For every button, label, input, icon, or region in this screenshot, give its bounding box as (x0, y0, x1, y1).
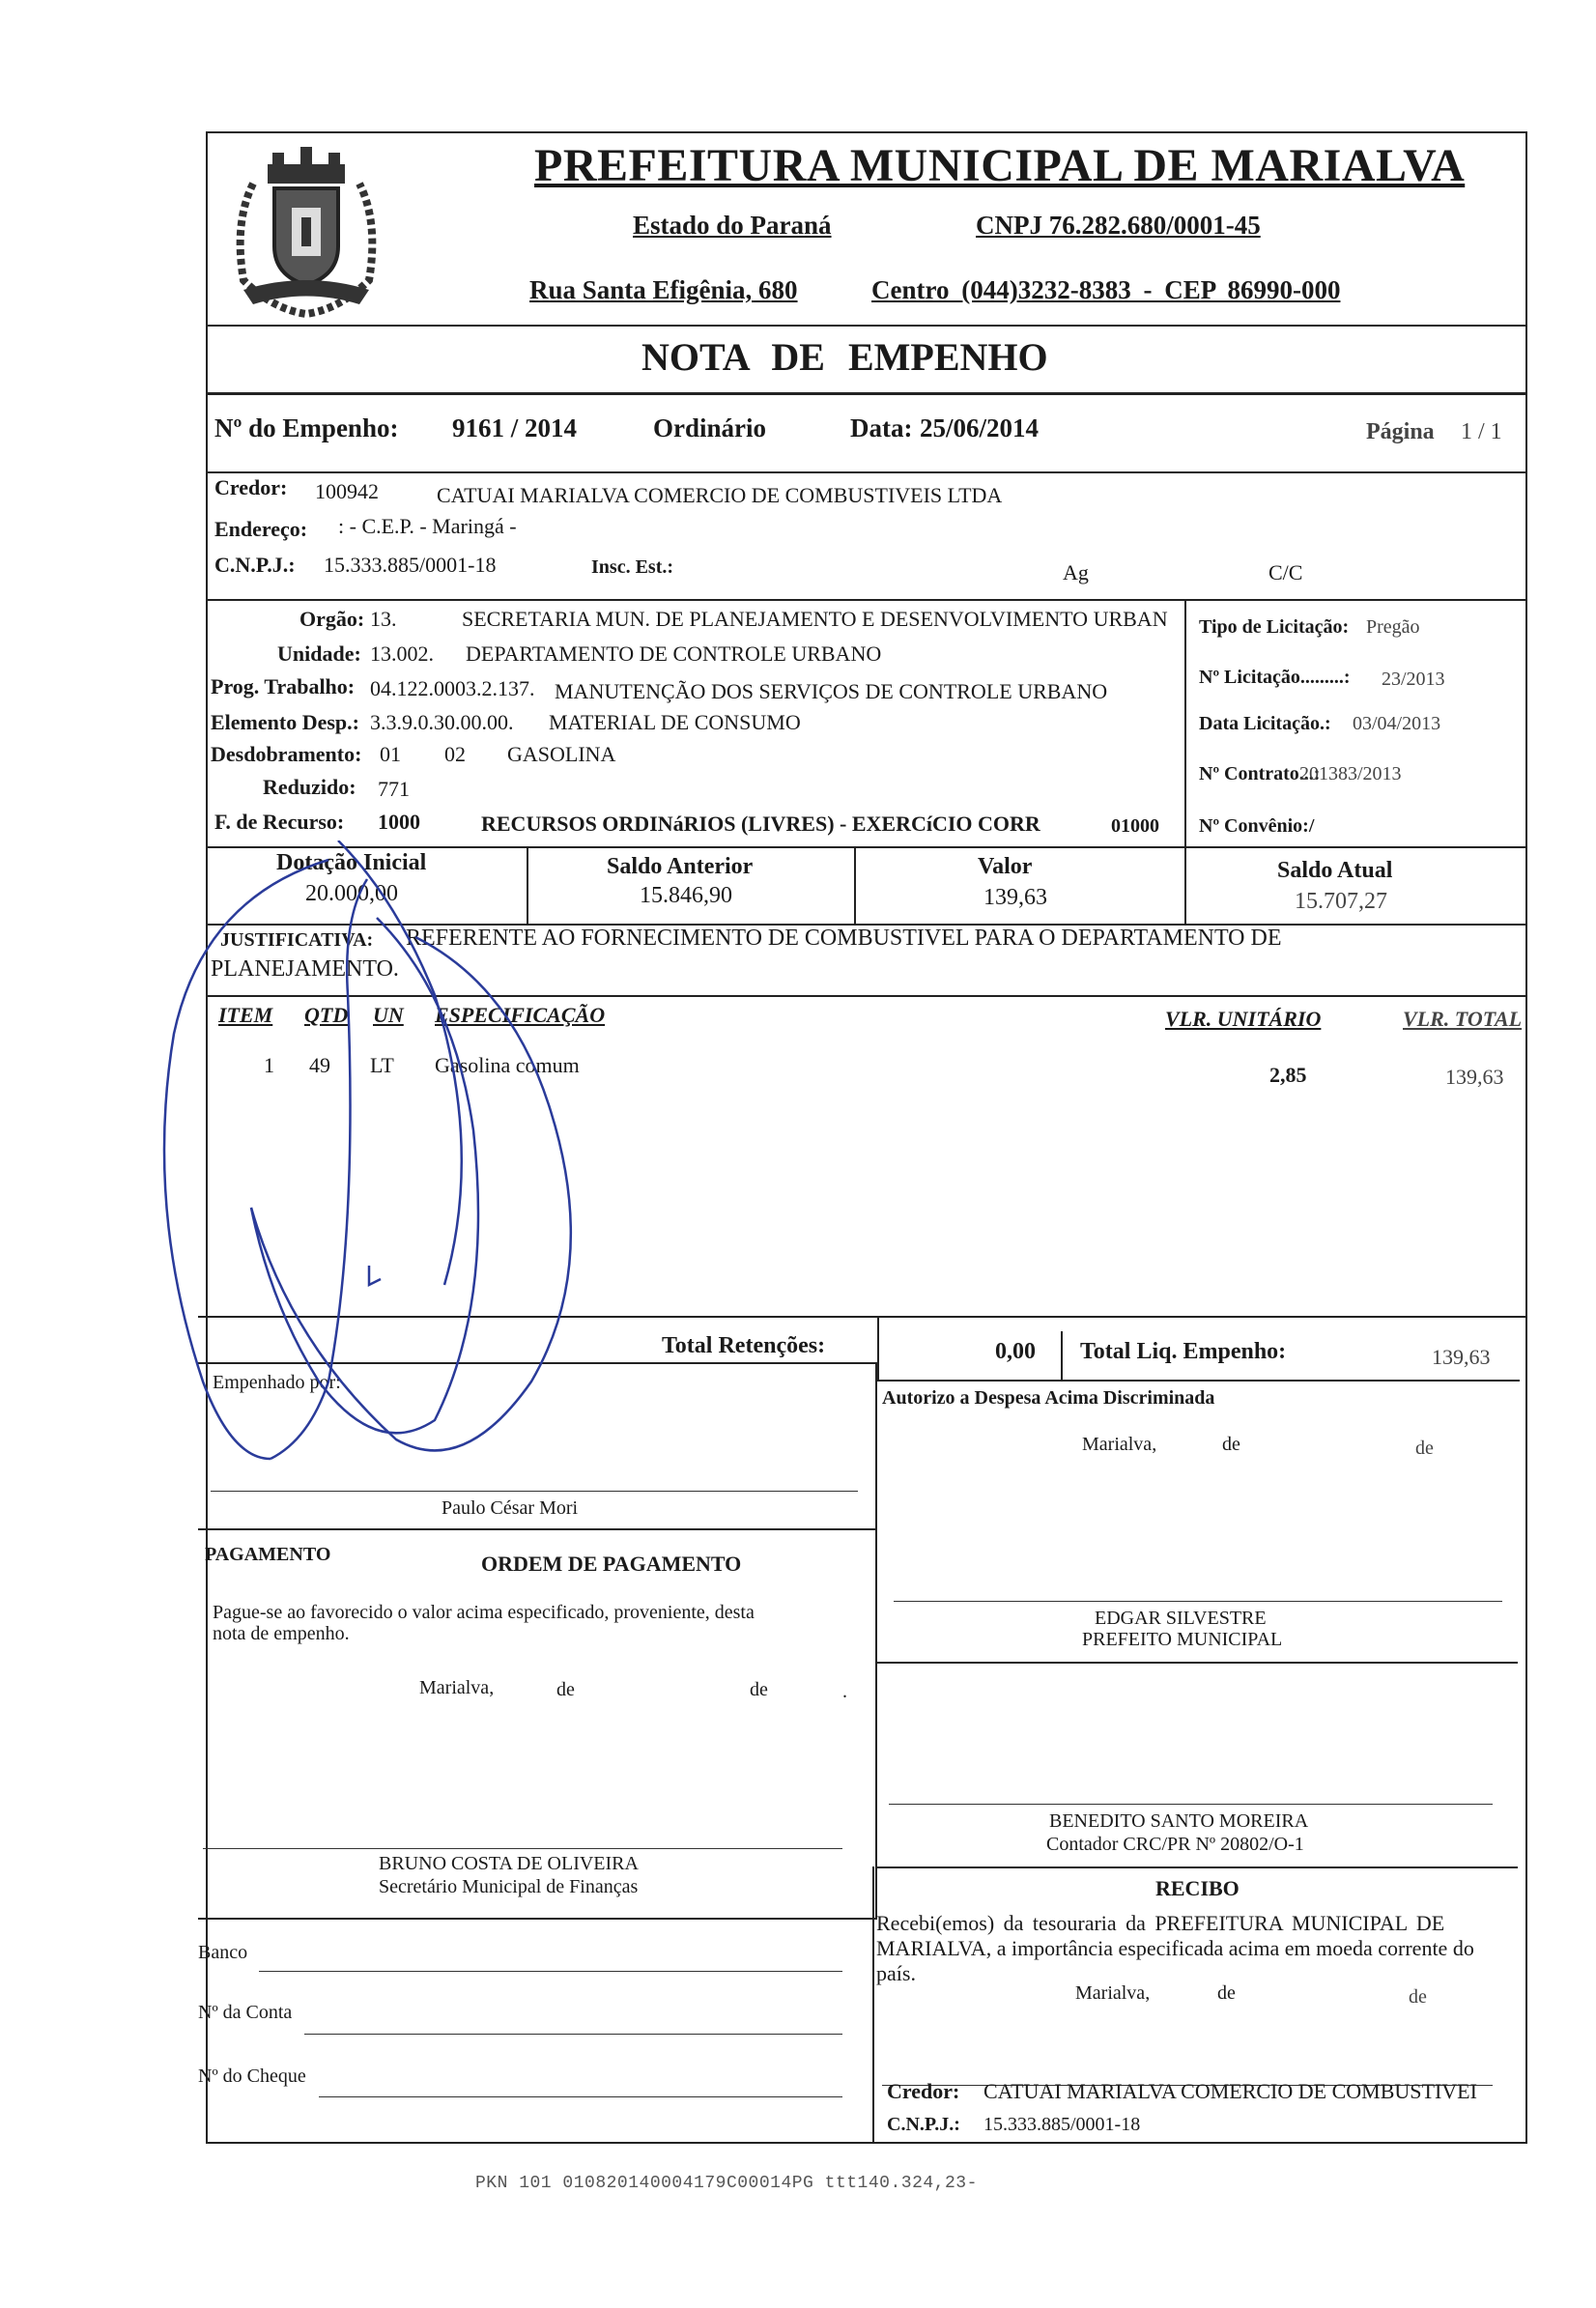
credor-label: Credor: (214, 475, 288, 499)
recibo-credor-label: Credor: (887, 2079, 960, 2103)
data-licitacao-label: Data Licitação.: (1199, 713, 1331, 734)
row-vlr-unitario: 2,85 (1269, 1063, 1307, 1087)
row-qtd: 49 (309, 1053, 330, 1077)
reduzido-value: 771 (378, 777, 410, 801)
dotacao-inicial-value: 20.000,00 (305, 881, 398, 906)
recurso-num: 01000 (1111, 815, 1159, 837)
tipo-licitacao: Pregão (1366, 616, 1420, 638)
cheque-label: Nº do Cheque (198, 2066, 306, 2087)
elemento-code: 3.3.9.0.30.00.00. (370, 710, 514, 734)
empenho-date: 25/06/2014 (920, 413, 1040, 442)
justificativa-text-line2: PLANEJAMENTO. (211, 956, 399, 982)
pagamento-de1: de (556, 1679, 575, 1700)
recibo-cnpj-label: C.N.P.J.: (887, 2114, 960, 2135)
pagamento-label: PAGAMENTO (205, 1544, 331, 1565)
prefeito-name: EDGAR SILVESTRE (1095, 1608, 1267, 1629)
credor-name: CATUAI MARIALVA COMERCIO DE COMBUSTIVEIS LTDA (437, 483, 1003, 507)
unidade-code: 13.002. (370, 641, 434, 666)
contrato-number: 201383/2013 (1299, 763, 1402, 784)
orgao-label: Orgão: (299, 607, 365, 631)
empenho-type: Ordinário (653, 413, 767, 442)
especificacao-header: ESPECIFICAÇÃO (435, 1003, 606, 1027)
empenhado-por-label: Empenhado por: (213, 1372, 341, 1393)
pagamento-text-line1: Pague-se ao favorecido o valor acima especificado, proveniente, desta (213, 1602, 755, 1623)
recibo-de1: de (1217, 1982, 1236, 2004)
unidade-label: Unidade: (277, 641, 361, 666)
saldo-atual-label: Saldo Atual (1277, 858, 1393, 883)
pagamento-text-line2: nota de empenho. (213, 1623, 350, 1644)
saldo-atual-value: 15.707,27 (1295, 889, 1387, 914)
vlr-unitario-header: VLR. UNITÁRIO (1165, 1007, 1322, 1031)
desdobramento-b: 02 (444, 742, 466, 766)
page-label: Página (1366, 419, 1435, 444)
banco-label: Banco (198, 1942, 248, 1963)
reduzido-label: Reduzido: (263, 775, 356, 799)
recurso-code: 1000 (378, 810, 420, 834)
row-item: 1 (264, 1053, 274, 1077)
elemento-desc: MATERIAL DE CONSUMO (549, 710, 801, 734)
dotacao-inicial-label: Dotação Inicial (276, 850, 427, 875)
justificativa-label: JUSTIFICATIVA: (220, 929, 374, 951)
empenho-number-label: Nº do Empenho: (214, 413, 399, 442)
recurso-label: F. de Recurso: (214, 810, 345, 834)
licitacao-number-label: Nº Licitação.........: (1199, 667, 1351, 688)
empenhado-name: Paulo César Mori (442, 1497, 579, 1519)
recurso-desc: RECURSOS ORDINáRIOS (LIVRES) - EXERCíCIO CORR (481, 812, 1040, 836)
empenho-number: 9161 / 2014 (452, 413, 578, 442)
convenio-label: Nº Convênio:/ (1199, 815, 1315, 837)
state-label: Estado do Paraná (633, 211, 832, 240)
vlr-total-header: VLR. TOTAL (1403, 1007, 1523, 1031)
pagamento-dot: . (842, 1681, 847, 1702)
data-licitacao: 03/04/2013 (1353, 713, 1441, 734)
desdobramento-a: 01 (380, 742, 401, 766)
total-retencoes-value: 0,00 (995, 1339, 1036, 1364)
credor-address: : - C.E.P. - Maringá - (338, 514, 517, 538)
contador-name: BENEDITO SANTO MOREIRA (1049, 1810, 1309, 1832)
pagamento-place: Marialva, (419, 1677, 495, 1698)
district-phone-cep-label: Centro (044)3232-8383 - CEP 86990-000 (871, 275, 1341, 304)
cnpj-label: CNPJ 76.282.680/0001-45 (976, 211, 1261, 240)
unidade-desc: DEPARTAMENTO DE CONTROLE URBANO (466, 641, 882, 666)
un-header: UN (373, 1003, 404, 1027)
orgao-code: 13. (370, 607, 397, 631)
prefeito-role: PREFEITO MUNICIPAL (1082, 1629, 1283, 1650)
recibo-text-line3: país. (876, 1961, 916, 1985)
address-label: Rua Santa Efigênia, 680 (529, 275, 798, 304)
tipo-licitacao-label: Tipo de Licitação: (1199, 616, 1350, 638)
pagamento-de2: de (750, 1679, 768, 1700)
ordem-pagamento-label: ORDEM DE PAGAMENTO (481, 1552, 742, 1576)
prog-trabalho-label: Prog. Trabalho: (211, 674, 356, 698)
insc-est-label: Insc. Est.: (591, 556, 674, 578)
prefeitura-title: PREFEITURA MUNICIPAL DE MARIALVA (534, 140, 1466, 191)
cnpj-credor-label: C.N.P.J.: (214, 553, 296, 577)
row-vlr-total: 139,63 (1445, 1065, 1504, 1089)
address-label: Endereço: (214, 517, 308, 541)
recibo-credor-name: CATUAI MARIALVA COMERCIO DE COMBUSTIVEI (983, 2079, 1477, 2103)
licitacao-number: 23/2013 (1382, 669, 1445, 690)
row-un: LT (370, 1053, 394, 1077)
justificativa-text-line1: REFERENTE AO FORNECIMENTO DE COMBUSTIVEL PARA O DEPARTAMENTO DE (406, 926, 1282, 951)
total-retencoes-label: Total Retenções: (662, 1333, 826, 1358)
credor-cnpj: 15.333.885/0001-18 (324, 553, 497, 577)
handwritten-signature-image (145, 841, 647, 1478)
desdobramento-label: Desdobramento: (211, 742, 362, 766)
ag-label: Ag (1063, 560, 1089, 584)
barcode-text: PKN 101 010820140004179C00014PG ttt140.324,23- (475, 2174, 978, 2193)
cc-label: C/C (1268, 560, 1303, 584)
saldo-anterior-value: 15.846,90 (640, 883, 732, 908)
recibo-de2: de (1409, 1986, 1427, 2008)
recibo-label: RECIBO (1155, 1876, 1240, 1900)
recibo-place: Marialva, (1075, 1982, 1151, 2004)
item-header: ITEM (218, 1003, 273, 1027)
doc-title: NOTA DE EMPENHO (641, 335, 1048, 379)
elemento-desp-label: Elemento Desp.: (211, 710, 359, 734)
municipal-coat-of-arms-logo (214, 126, 398, 338)
prog-desc: MANUTENÇÃO DOS SERVIÇOS DE CONTROLE URBANO (555, 679, 1108, 703)
empenho-date-label: Data: (850, 413, 913, 442)
prog-code: 04.122.0003.2.137. (370, 676, 535, 700)
contador-role: Contador CRC/PR Nº 20802/O-1 (1046, 1834, 1304, 1855)
recibo-text-line2: MARIALVA, a importância especificada acima em moeda corrente do (876, 1936, 1474, 1960)
row-especificacao: Gasolina comum (435, 1053, 580, 1077)
orgao-desc: SECRETARIA MUN. DE PLANEJAMENTO E DESENVOLVIMENTO URBAN (462, 607, 1168, 631)
autorizo-label: Autorizo a Despesa Acima Discriminada (882, 1387, 1215, 1409)
autorizo-de2: de (1415, 1438, 1434, 1459)
saldo-anterior-label: Saldo Anterior (607, 854, 754, 879)
secretario-name: BRUNO COSTA DE OLIVEIRA (379, 1853, 639, 1874)
autorizo-de1: de (1222, 1434, 1240, 1455)
credor-code: 100942 (315, 479, 379, 503)
qtd-header: QTD (304, 1003, 349, 1027)
conta-label: Nº da Conta (198, 2002, 293, 2023)
valor-label: Valor (978, 854, 1033, 879)
total-liq-empenho-value: 139,63 (1432, 1345, 1491, 1369)
contrato-label: Nº Contrato...: (1199, 763, 1321, 784)
recibo-cnpj: 15.333.885/0001-18 (983, 2114, 1141, 2135)
autorizo-place: Marialva, (1082, 1434, 1157, 1455)
total-liq-empenho-label: Total Liq. Empenho: (1080, 1339, 1287, 1364)
desdobramento-desc: GASOLINA (507, 742, 616, 766)
recibo-text-line1: Recebi(emos) da tesouraria da PREFEITURA MUNICIPAL DE (876, 1911, 1445, 1935)
valor-value: 139,63 (983, 885, 1047, 910)
secretario-role: Secretário Municipal de Finanças (379, 1876, 639, 1897)
page-number: 1 / 1 (1461, 419, 1502, 444)
